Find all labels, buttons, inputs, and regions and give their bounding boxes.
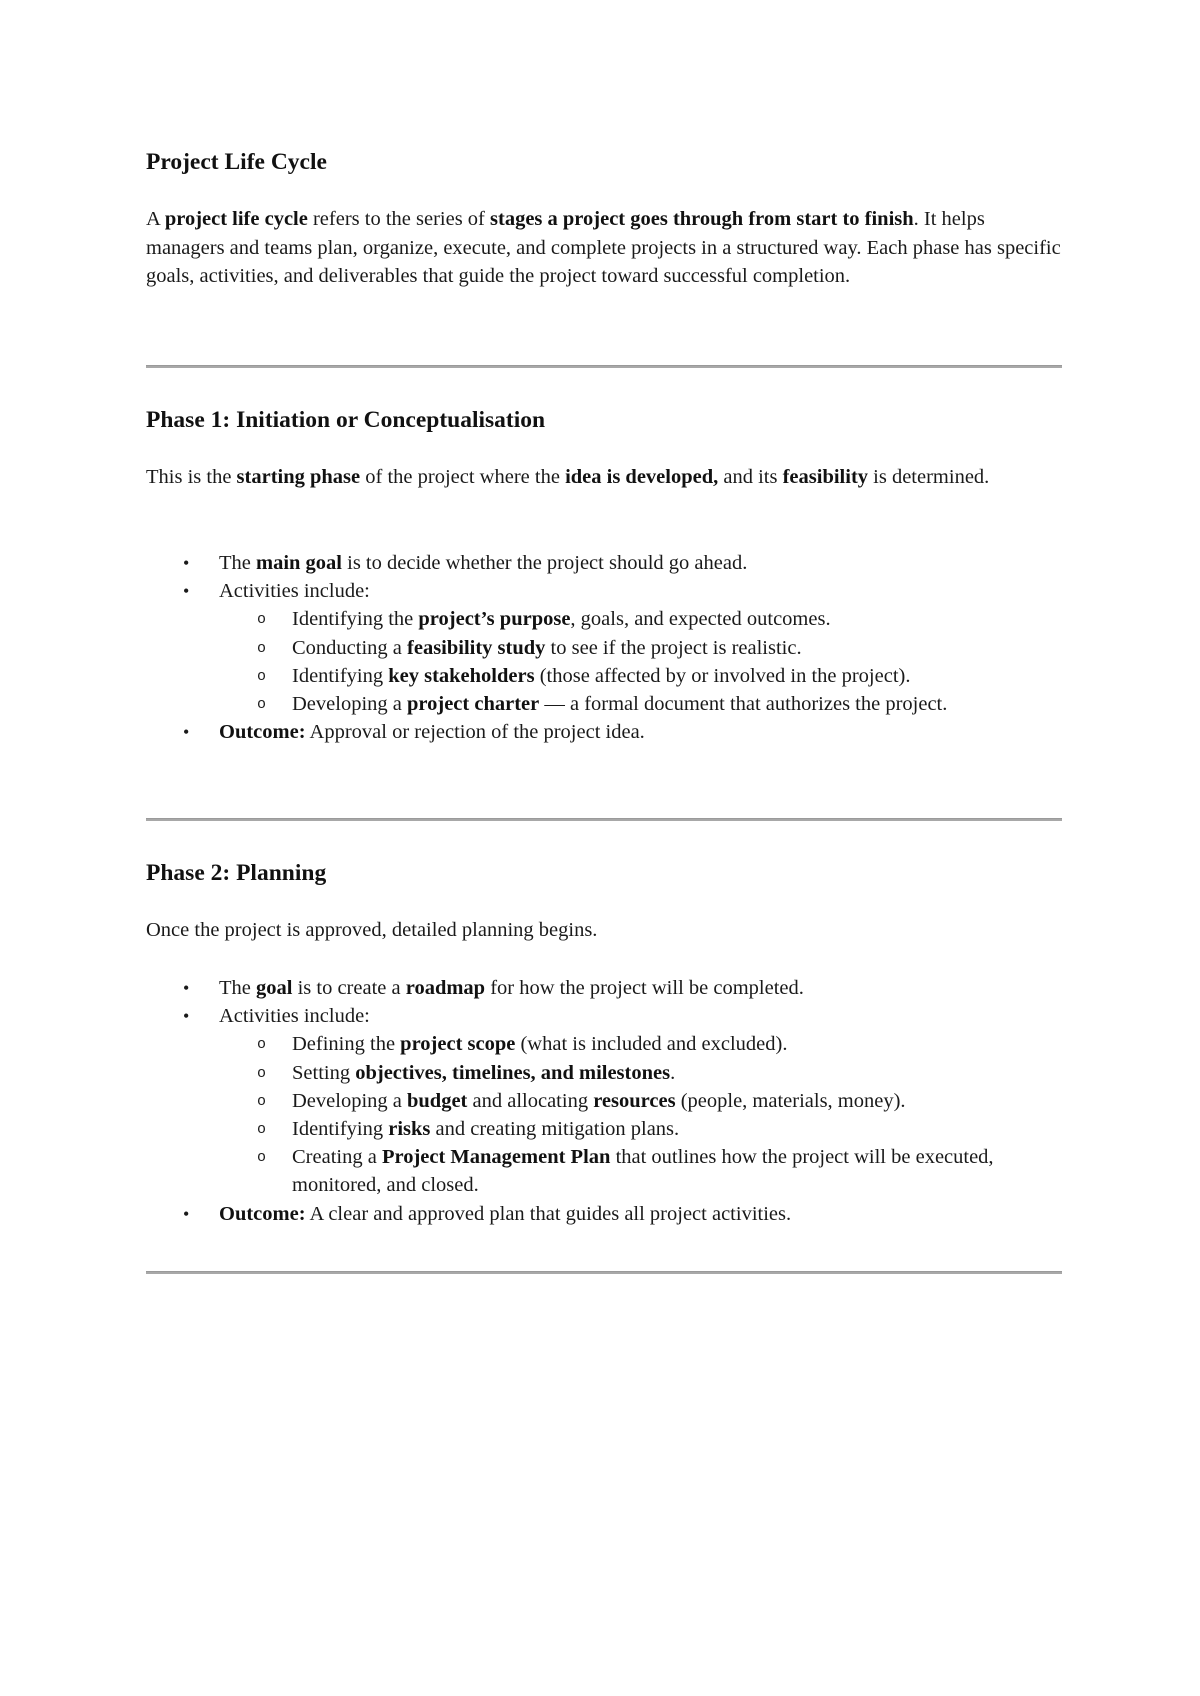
phase1-heading: Phase 1: Initiation or Conceptualisation bbox=[146, 407, 546, 433]
phase1-activities-list bbox=[219, 605, 1062, 718]
intro-paragraph: A project life cycle refers to the series of stages a project goes through from start to finish. It helps managers and teams plan, organize, execute, and complete projects in a structured way. Each phase has specific goals, activities, and deliverables that guide the project toward successful completion. bbox=[146, 208, 1061, 287]
list-item: o Developing a project charter — a formal document that authorizes the project. bbox=[219, 690, 1062, 718]
section-divider bbox=[146, 365, 1062, 368]
list-item: • The goal is to create a roadmap for how the project will be completed. bbox=[146, 974, 1062, 1002]
document-title: Project Life Cycle bbox=[146, 149, 327, 175]
phase2-heading: Phase 2: Planning bbox=[146, 860, 327, 886]
list-item: o Identifying key stakeholders (those affected by or involved in the project). bbox=[219, 662, 1062, 690]
list-item: o Creating a Project Management Plan that outlines how the project will be executed, monitored, and closed. bbox=[219, 1143, 1062, 1199]
phase1-bullet-list bbox=[146, 549, 1062, 746]
list-item: o Conducting a feasibility study to see if the project is realistic. bbox=[219, 634, 1062, 662]
phase1-paragraph: This is the starting phase of the project where the idea is developed, and its feasibility is determined. bbox=[146, 466, 990, 488]
list-item: o Developing a budget and allocating resources (people, materials, money). bbox=[219, 1087, 1062, 1115]
phase2-activities-list bbox=[219, 1030, 1062, 1199]
list-item: • Outcome: A clear and approved plan that guides all project activities. bbox=[146, 1200, 1062, 1228]
list-item: o Identifying risks and creating mitigation plans. bbox=[219, 1115, 1062, 1143]
list-item: o Defining the project scope (what is included and excluded). bbox=[219, 1030, 1062, 1058]
list-item: • Activities include: o Identifying the project’s purpose, goals, and expected outcomes. o Conducting a feasibility study to see if the project is realistic. o Identifying key stakeholders (those affected by or involved in the project). o Developing a project charter — a formal document that authorizes the project. bbox=[146, 577, 1062, 718]
list-item: • Outcome: Approval or rejection of the project idea. bbox=[146, 718, 1062, 746]
list-item: • Activities include: o Defining the project scope (what is included and excluded). o Setting objectives, timelines, and milestones. o Developing a budget and allocating resources (people, materials, money). o Identifying risks and creating mitigation plans. o Creating a Project Management Plan that outlines how the project will be executed, monitored, and closed. bbox=[146, 1002, 1062, 1199]
phase2-bullet-list bbox=[146, 974, 1062, 1228]
list-item: • The main goal is to decide whether the project should go ahead. bbox=[146, 549, 1062, 577]
list-item: o Setting objectives, timelines, and milestones. bbox=[219, 1059, 1062, 1087]
section-divider bbox=[146, 818, 1062, 821]
phase2-paragraph: Once the project is approved, detailed planning begins. bbox=[146, 919, 598, 941]
section-divider bbox=[146, 1271, 1062, 1274]
list-item: o Identifying the project’s purpose, goals, and expected outcomes. bbox=[219, 605, 1062, 633]
